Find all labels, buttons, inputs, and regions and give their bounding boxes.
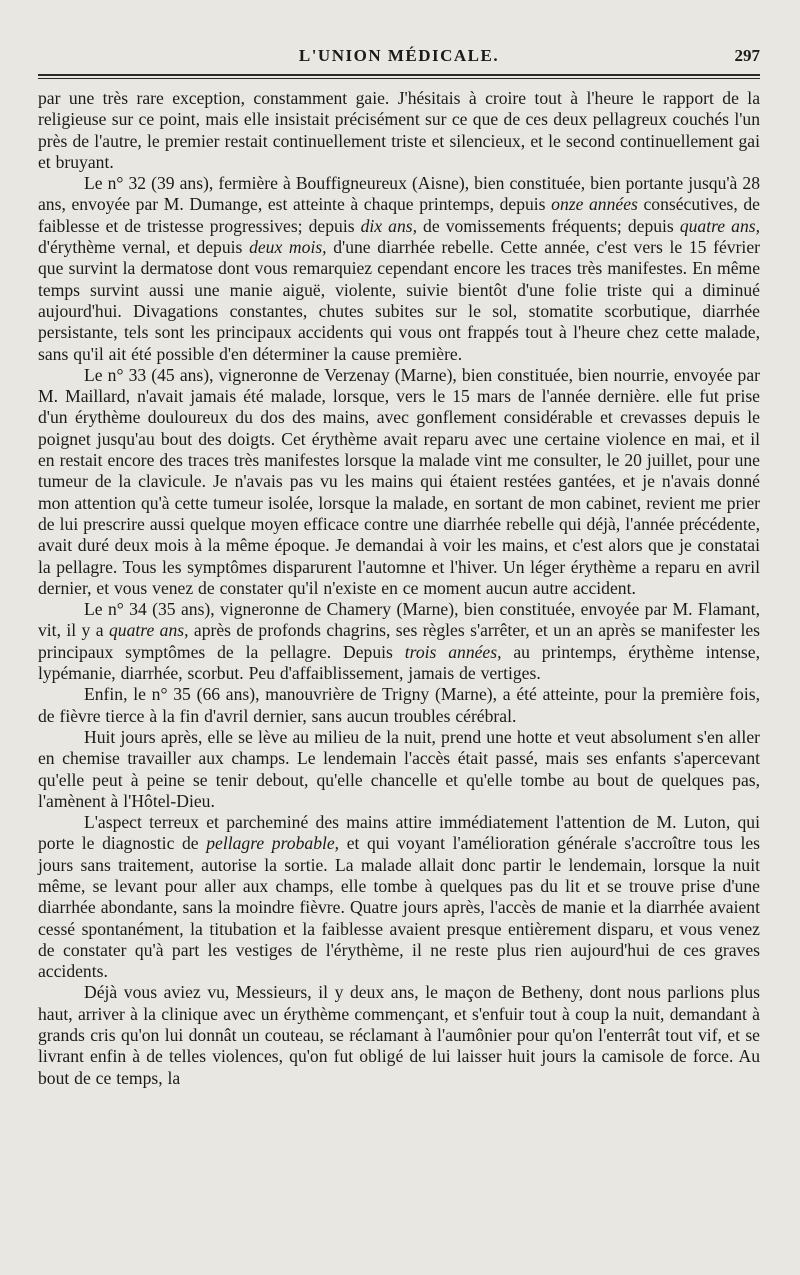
paragraph <box>38 365 760 599</box>
paragraph <box>38 88 760 173</box>
italic-run: quatre ans, <box>679 215 760 236</box>
text-run: Le n° 32 (39 ans), fermière à Bouffigneureux (Aisne), bien constituée, bien portante jusqu'à 28 ans, envoyée par M. Dumange, est atteinte à chaque printemps, depuis <box>38 173 760 215</box>
page-header <box>38 40 760 72</box>
italic-run: dix ans, <box>360 215 417 236</box>
running-title: L'UNION MÉDICALE. <box>298 46 500 65</box>
paragraph <box>38 727 760 812</box>
text-run: par une très rare exception, constamment gaie. J'hésitais à croire tout à l'heure le rapport de la religieuse sur ce point, mais elle insistait précisément sur ce que de ces deux pellagreux couchés l'un près de l'autre, le premier restait continuellement triste et silencieux, et le second continuellement gai et bruyant. <box>38 88 760 172</box>
text-run: de vomissements fréquents; depuis <box>417 215 680 236</box>
article-body <box>38 88 760 1089</box>
text-run: Enfin, le n° 35 (66 ans), manouvrière de Trigny (Marne), a été atteinte, pour la première fois, de fièvre tierce à la fin d'avril dernier, sans aucun troubles cérébral. <box>38 684 760 726</box>
paragraph <box>38 982 760 1088</box>
italic-run: trois années, <box>404 641 502 662</box>
paragraph <box>38 599 760 684</box>
text-run: consécutives, de faiblesse et de tristesse progressives; depuis <box>38 194 760 236</box>
italic-run: quatre ans, <box>108 620 189 641</box>
header-rule <box>38 74 760 76</box>
italic-run: pellagre probable, <box>206 833 340 854</box>
paragraph <box>38 684 760 727</box>
text-run: Déjà vous aviez vu, Messieurs, il y deux ans, le maçon de Betheny, dont nous parlions plus haut, arriver à la clinique avec un érythème commençant, et s'enfuir tout à coup la nuit, demandant à grands cris qu'on lui donnât un couteau, se réclamant à l'aumônier pour qu'on l'enterrât tout vif, et se livrant enfin à de telles violences, qu'on fut obligé de lui laisser huit jours la camisole de force. Au bout de ce temps, la <box>38 982 760 1088</box>
paragraph <box>38 173 760 365</box>
text-run: Huit jours après, elle se lève au milieu de la nuit, prend une hotte et veut absolument s'en aller en chemise travailler aux champs. Le lendemain l'accès était passé, mais ses enfants s'apercevant qu'elle peut à peine se tenir debout, qu'elle chancelle et qu'elle tombe au bout de quelques pas, l'amènent à l'Hôtel-Dieu. <box>38 726 760 811</box>
paragraph <box>38 812 760 982</box>
text-run: et qui voyant l'amélioration générale s'accroître tous les jours sans traitement, autorise la sortie. La malade allait donc partir le lendemain, lorsque la nuit même, se levant pour aller aux champs, elle tombe à quelques pas du lit et se trouve prise d'une diarrhée abondante, sans la moindre fièvre. Quatre jours après, l'accès de manie et la diarrhée avaient cessé spontanément, la titubation et la faiblesse avaient presque entièrement disparu, et vous venez de constater qu'à part les vestiges de l'érythème, il ne reste plus rien aujourd'hui de ces graves accidents. <box>38 833 761 982</box>
italic-run: onze années <box>551 194 638 215</box>
header-rule-thin <box>38 78 760 79</box>
italic-run: deux mois, <box>249 237 327 258</box>
text-run: au printemps, érythème intense, lypémanie, diarrhée, scorbut. Peu d'affaiblissement, jamais de vertiges. <box>38 641 760 684</box>
text-run: L'aspect terreux et parcheminé des mains attire immédiatement l'attention de M. Luton, qui porte le diagnostic de <box>38 812 760 854</box>
page-number: 297 <box>734 46 760 65</box>
text-run: Le n° 34 (35 ans), vigneronne de Chamery (Marne), bien constituée, envoyée par M. Flamant, vit, il y a <box>38 599 760 641</box>
text-run: après de profonds chagrins, ses règles s'arrêter, et un an après se manifester les principaux symptômes de la pellagre. Depuis <box>38 620 760 662</box>
text-run: d'érythème vernal, et depuis <box>38 237 250 258</box>
text-run: Le n° 33 (45 ans), vigneronne de Verzenay (Marne), bien constituée, bien nourrie, envoyée par M. Maillard, n'avait jamais été malade, lorsque, vers le 15 mars de l'année dernière. elle fut prise d'un érythème douloureux du dos des mains, avec gonflement considérable et crevasses depuis le poignet jusqu'au bout des doigts. Cet érythème avait reparu avec une certaine violence en mai, et il en restait encore des traces très manifestes lorsque la malade vint me consulter, le 20 juillet, pour une tumeur de la clavicule. Je n'avais pas vu les mains qui étaient restées gantées, et je n'avais donné mon attention qu'à cette tumeur isolée, lorsque la malade, en sortant de mon cabinet, revient me prier de lui prescrire aussi quelque moyen efficace contre une diarrhée rebelle qui déjà, l'année précédente, avait duré deux mois à la même époque. Je demandai à voir les mains, et c'est alors que je constatai la pellagre. Tous les symptômes disparurent l'automne et l'hiver. Un léger érythème a reparu en avril dernier, et vous venez de constater qu'il n'existe en ce moment aucun autre accident. <box>38 364 760 598</box>
text-run: d'une diarrhée rebelle. Cette année, c'est vers le 15 février que survint la dermatose dont vous remarquiez cependant encore les traces très manifestes. En même temps survint aussi une manie aiguë, violente, suivie bientôt d'une folie triste qui a diminué aujourd'hui. Divagations constantes, chutes subites sur le sol, stomatite scorbutique, diarrhée persistante, tels sont les principaux accidents qui vous ont frappés tout à l'heure chez cette malade, sans qu'il ait été possible d'en déterminer la cause première. <box>38 237 760 364</box>
